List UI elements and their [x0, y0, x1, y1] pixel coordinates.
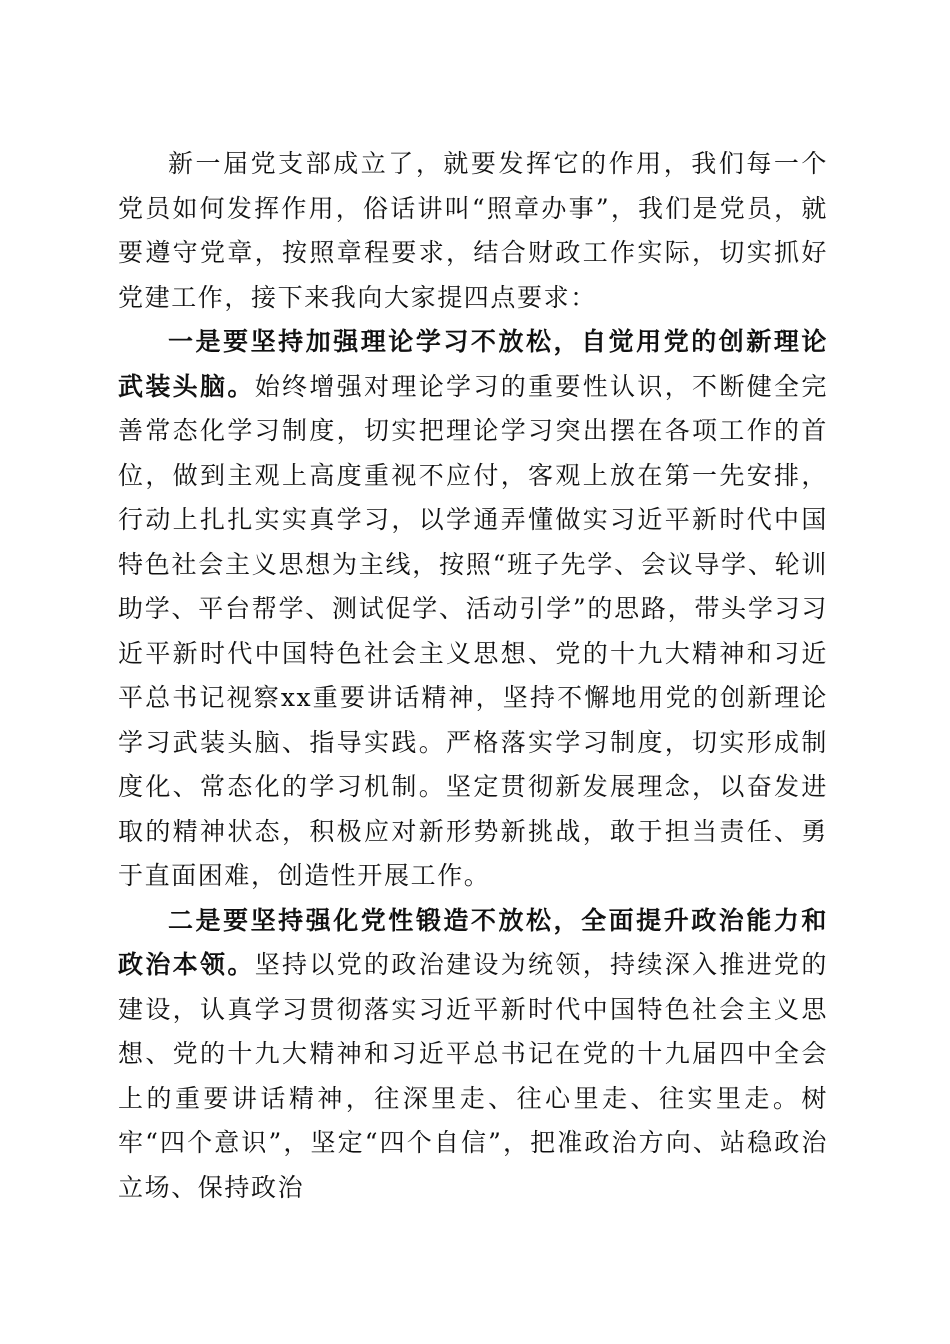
requirement-2-heading: 二是要坚持强化党性锻造不放松，全面提升政治能力和政治本领。 — [118, 905, 828, 979]
requirement-1-text: 始终增强对理论学习的重要性认识，不断健全完善常态化学习制度，切实把理论学习突出摆在各项工作的首位，做到主观上高度重视不应付，客观上放在第一先安排，行动上扎扎实实真学习，以学通弄懂做实习近平新时代中国特色社会主义思想为主线，按照“班子先学、会议导学、轮训助学、平台帮学、测试促学、活动引学”的思路，带头学习习近平新时代中国特色社会主义思想、党的十九大精神和习近平总书记视察xx重要讲话精神，坚持不懈地用党的创新理论学习武装头脑、指导实践。严格落实学习制度，切实形成制度化、常态化的学习机制。坚定贯彻新发展理念，以奋发进取的精神状态，积极应对新形势新挑战，敢于担当责任、勇于直面困难，创造性开展工作。 — [118, 371, 828, 890]
requirement-2-text: 坚持以党的政治建设为统领，持续深入推进党的建设，认真学习贯彻落实习近平新时代中国特色社会主义思想、党的十九大精神和习近平总书记在党的十九届四中全会上的重要讲话精神，往深里走、往心里走、往实里走。树牢“四个意识”，坚定“四个自信”，把准政治方向、站稳政治立场、保持政治 — [118, 950, 828, 1202]
paragraph-requirement-2 — [118, 899, 828, 1211]
requirement-1-heading: 一是要坚持加强理论学习不放松，自觉用党的创新理论武装头脑。 — [118, 327, 828, 401]
paragraph-requirement-1 — [118, 320, 828, 899]
paragraph-intro-text: 新一届党支部成立了，就要发挥它的作用，我们每一个党员如何发挥作用，俗话讲叫“照章办事”，我们是党员，就要遵守党章，按照章程要求，结合财政工作实际，切实抓好党建工作，接下来我向大家提四点要求： — [118, 149, 828, 312]
paragraph-intro — [118, 142, 828, 320]
document-body — [118, 142, 828, 1210]
